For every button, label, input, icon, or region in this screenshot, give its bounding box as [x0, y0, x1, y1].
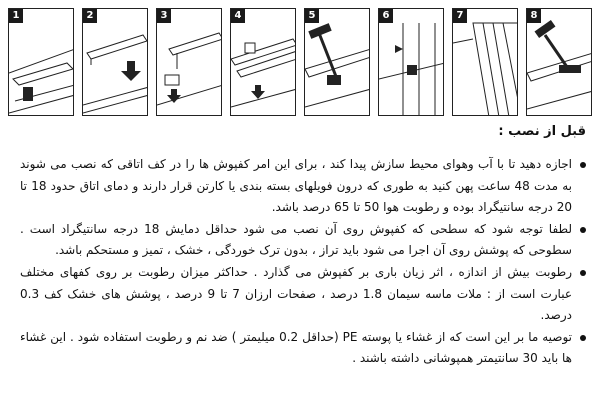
step-number-4: 4: [231, 9, 245, 23]
panel-angle-insert-icon: [83, 9, 148, 116]
pull-bar-hammer-icon: [527, 9, 592, 116]
step-number-8: 8: [527, 9, 541, 23]
hammer-tapping-icon: [305, 9, 370, 116]
bullet-text: اجازه دهید تا با آب وهوای محیط سازش پیدا کند ، برای این امر کفپوش ها را در کف اتاقی که نصب می شوند به مدت 48 ساعت پهن کنید به طوری که درون فویلهای بسته بندی یا کارتن قرار دارند و دمای اتاق حدود 18 تا 20 درجه سانتیگراد بوده و رطوبت هوا 50 تا 65 درصد باشد.: [20, 157, 572, 215]
section-heading: قبل از نصب :: [498, 124, 586, 139]
step-panel-5: [304, 8, 370, 116]
bullet-icon: [580, 162, 586, 168]
list-item: [20, 219, 586, 262]
bullet-icon: [580, 335, 586, 341]
row-alignment-icon: [379, 9, 444, 116]
step-panel-8: [526, 8, 592, 116]
floor-panel-placement-icon: [9, 9, 74, 116]
step-panel-6: [378, 8, 444, 116]
step-number-7: 7: [453, 9, 467, 23]
step-panel-1: [8, 8, 74, 116]
step-number-5: 5: [305, 9, 319, 23]
step-panel-7: [452, 8, 518, 116]
bullet-icon: [580, 270, 586, 276]
step-number-6: 6: [379, 9, 393, 23]
bullet-text: رطوبت بیش از اندازه ، اثر زیان باری بر کفپوش می گذارد . حداکثر میزان رطوبت بر روی کفهای مختلف عبارت است از : ملات ماسه سیمان 1.8 درصد ، صفحات ارزان 7 تا 9 درصد ، پوشش های خشک کف 0.3 درصد.: [20, 264, 572, 323]
bullet-icon: [580, 227, 586, 233]
step-panel-3: [156, 8, 222, 116]
step-number-1: 1: [9, 9, 23, 23]
step-panel-4: [230, 8, 296, 116]
step-panel-2: [82, 8, 148, 116]
list-item: [20, 154, 586, 219]
panel-tapping-block-icon: [157, 9, 222, 116]
step-number-3: 3: [157, 9, 171, 23]
panel-joining-icon: [231, 9, 296, 116]
last-row-fitting-icon: [453, 9, 518, 116]
list-item: [20, 262, 586, 327]
list-item: [20, 327, 586, 370]
installation-steps-strip: [8, 8, 592, 118]
bullet-text: لطفا توجه شود که سطحی که کفپوش روی آن نصب می شود حداقل دمایش 18 درجه سانتیگراد است . سطوحی که پوشش روی آن اجرا می شود باید تراز ، بدون ترک خوردگی ، خشک ، تمیز و مستحکم باشد.: [20, 221, 573, 258]
step-number-2: 2: [83, 9, 97, 23]
instruction-list: [20, 154, 586, 370]
bullet-text: توصیه ما بر این است که از غشاء یا پوسته PE (حداقل 0.2 میلیمتر ) ضد نم و رطوبت استفاده شود . این غشاء ها باید 30 سانتیمتر همپوشانی داشته باشند .: [20, 329, 573, 366]
